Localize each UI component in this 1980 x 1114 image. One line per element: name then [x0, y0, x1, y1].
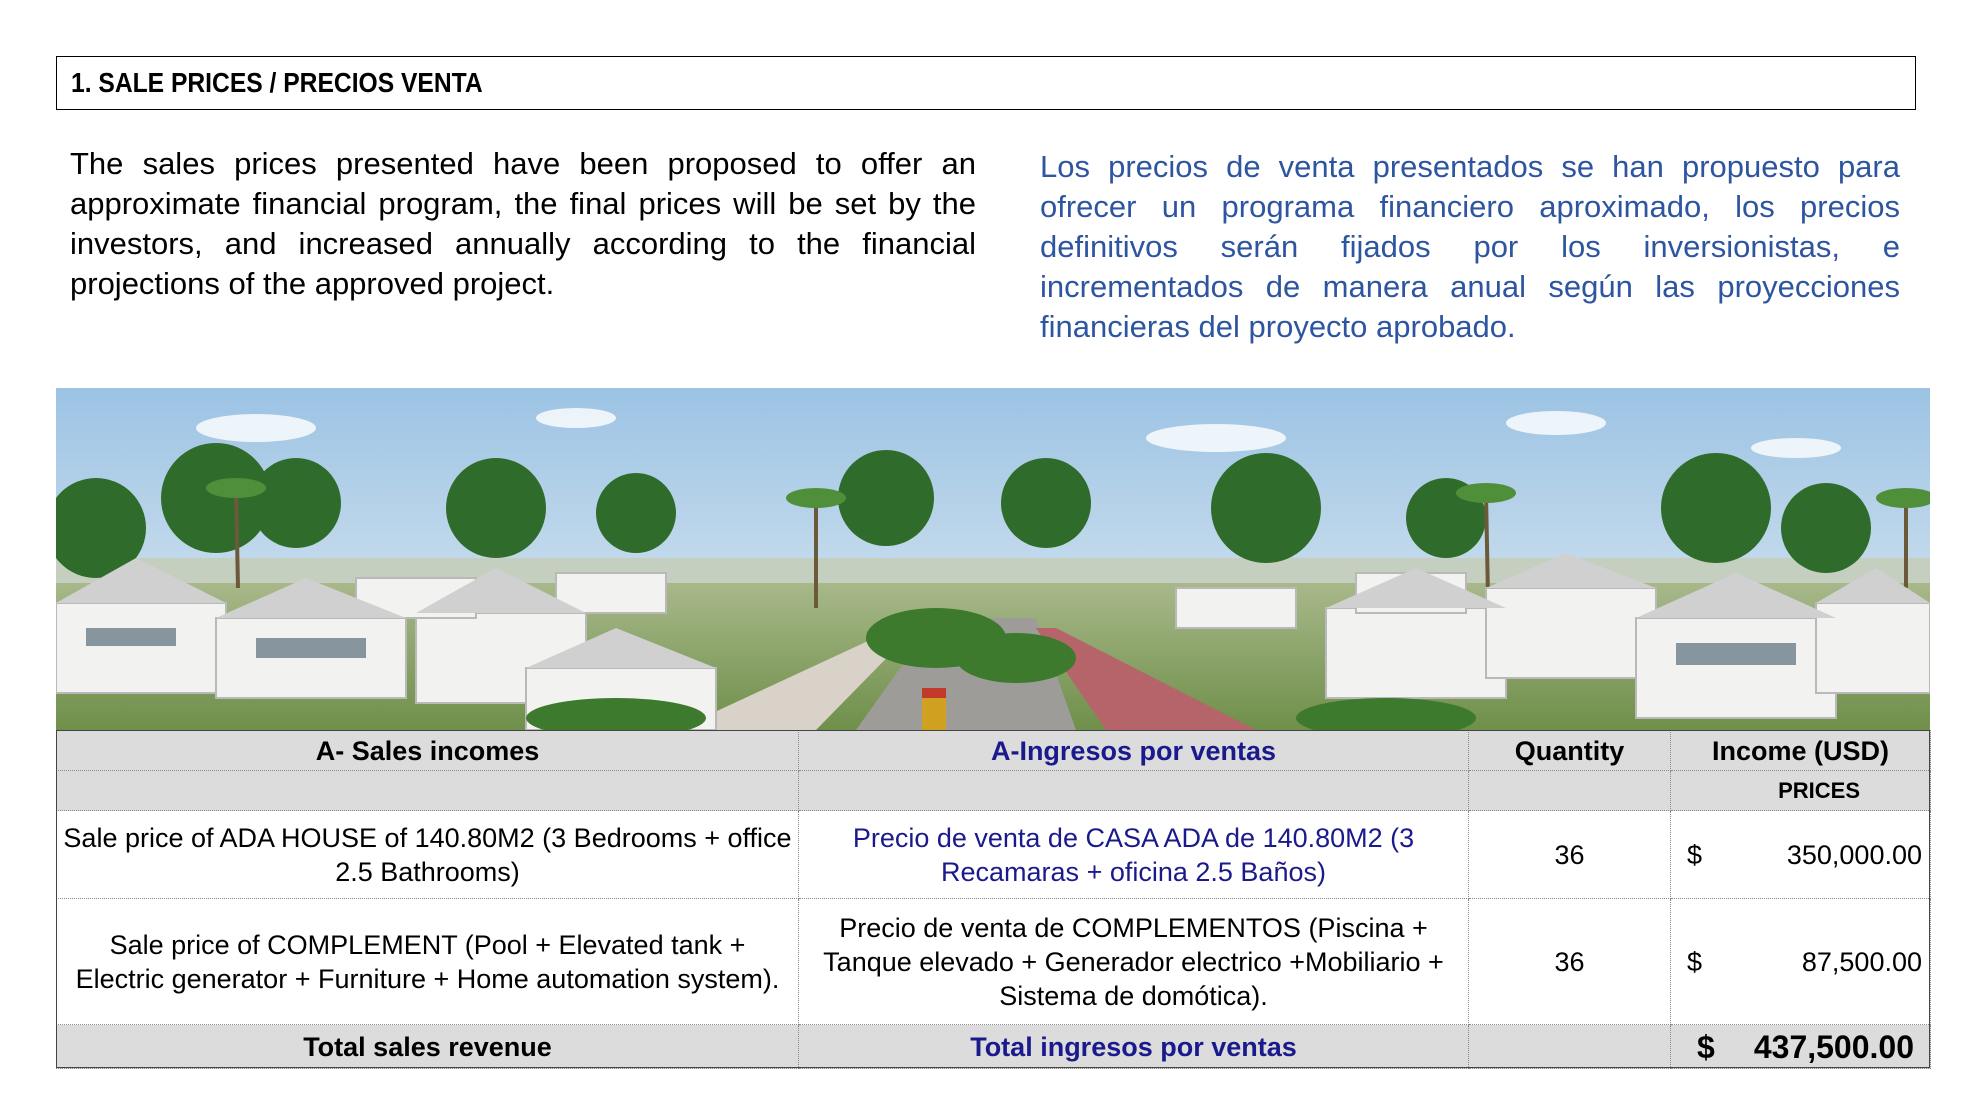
total-label-english: Total sales revenue: [57, 1025, 799, 1069]
row-currency: $: [1687, 946, 1703, 977]
intro-english: The sales prices presented have been proposed to offer an approximate financial program, the final prices will be set by the investors, and increased annually according to the financial projections of the approved project.: [70, 146, 976, 301]
table-row: [57, 811, 1931, 899]
total-income-cell: [1671, 1025, 1931, 1069]
row-description-spanish: Precio de venta de COMPLEMENTOS (Piscina + Tanque elevado + Generador electrico +Mobiliario + Sistema de domótica).: [799, 899, 1469, 1025]
subheader-empty-cell: [57, 771, 799, 811]
subheader-empty-cell: [799, 771, 1469, 811]
row-description-english: Sale price of COMPLEMENT (Pool + Elevated tank + Electric generator + Furniture + Home automation system).: [57, 899, 799, 1025]
total-label-spanish: Total ingresos por ventas: [799, 1025, 1469, 1069]
table-subheader-row: [57, 771, 1931, 811]
total-quantity-empty: [1469, 1025, 1671, 1069]
row-income-cell: [1671, 811, 1931, 899]
row-amount: 87,500.00: [1801, 946, 1922, 977]
row-amount: 350,000.00: [1786, 839, 1922, 870]
section-title: 1. SALE PRICES / PRECIOS VENTA: [71, 67, 483, 98]
intro-spanish: Los precios de venta presentados se han propuesto para ofrecer un programa financiero aproximado, los precios definitivos serán fijados por los inversionistas, e incrementados de manera anual según las proyecciones financieras del proyecto aprobado.: [1040, 149, 1900, 344]
row-income-cell: [1671, 899, 1931, 1025]
row-quantity: 36: [1469, 899, 1671, 1025]
table-total-row: [57, 1025, 1931, 1069]
header-ingresos-por-ventas: A-Ingresos por ventas: [799, 731, 1469, 771]
table-header-row: [57, 731, 1931, 771]
total-currency: $: [1697, 1028, 1715, 1065]
row-currency: $: [1687, 839, 1703, 870]
row-quantity: 36: [1469, 811, 1671, 899]
subheader-prices: PRICES: [1671, 771, 1931, 811]
total-amount: 437,500.00: [1753, 1028, 1914, 1065]
header-income: Income (USD): [1671, 731, 1931, 771]
header-quantity: Quantity: [1469, 731, 1671, 771]
section-header: [56, 56, 1916, 110]
row-description-english: Sale price of ADA HOUSE of 140.80M2 (3 Bedrooms + office 2.5 Bathrooms): [57, 811, 799, 899]
table-row: [57, 899, 1931, 1025]
subheader-empty-cell: [1469, 771, 1671, 811]
development-rendering-image: [56, 388, 1930, 730]
sales-income-table: [56, 730, 1931, 1069]
header-sales-incomes: A- Sales incomes: [57, 731, 799, 771]
row-description-spanish: Precio de venta de CASA ADA de 140.80M2 (3 Recamaras + oficina 2.5 Baños): [799, 811, 1469, 899]
